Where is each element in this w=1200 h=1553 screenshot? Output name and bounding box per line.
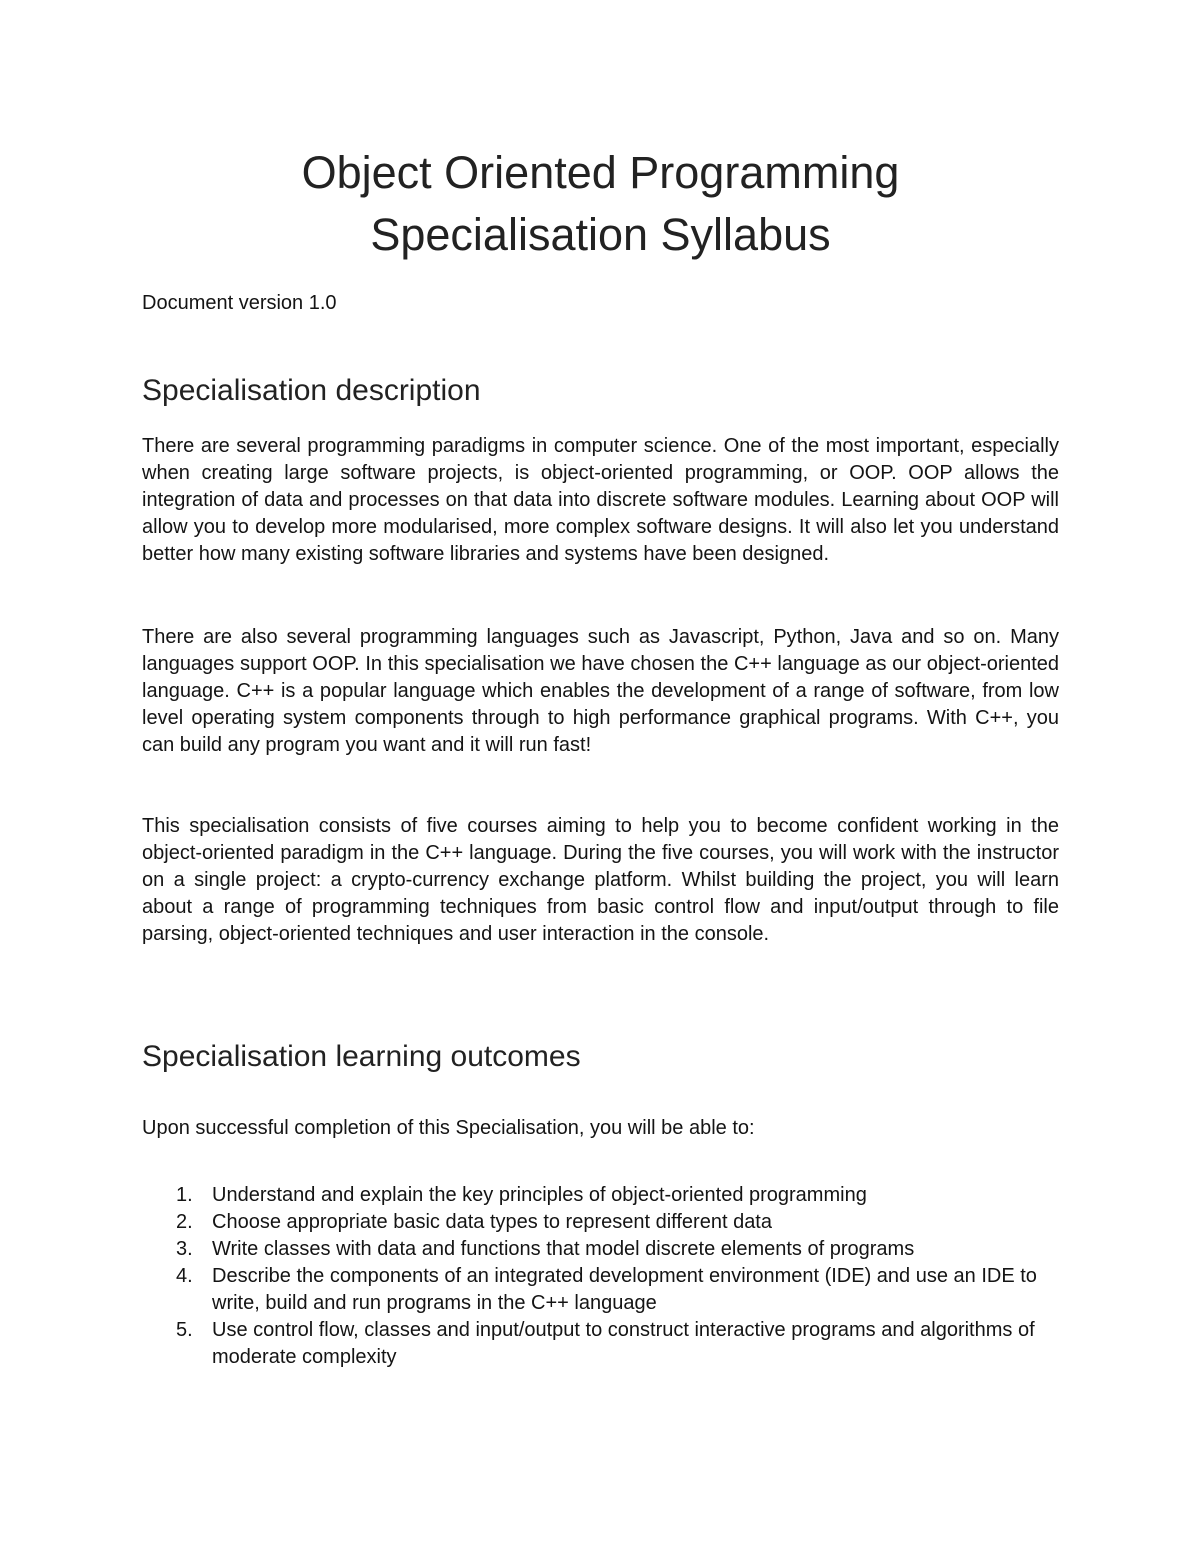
- list-item-text: Understand and explain the key principles of object-oriented programming: [212, 1184, 867, 1206]
- list-item-number: 3.: [176, 1238, 193, 1260]
- outcomes-intro: Upon successful completion of this Specialisation, you will be able to:: [142, 1117, 755, 1139]
- list-item-text: Describe the components of an integrated development environment (IDE) and use an IDE to write, build and run programs in the C++ language: [212, 1265, 1037, 1314]
- list-item-text: Choose appropriate basic data types to represent different data: [212, 1211, 772, 1233]
- list-item: [142, 1236, 1059, 1263]
- list-item-number: 1.: [176, 1184, 193, 1206]
- list-item-number: 5.: [176, 1319, 193, 1341]
- list-item: [142, 1182, 1059, 1209]
- list-item-number: 2.: [176, 1211, 193, 1233]
- list-item: [142, 1263, 1059, 1317]
- section-heading-outcomes: Specialisation learning outcomes: [142, 1040, 581, 1073]
- outcomes-list: [142, 1182, 1059, 1371]
- title-line-1: Object Oriented Programming: [301, 147, 900, 198]
- list-item-number: 4.: [176, 1265, 193, 1287]
- list-item: [142, 1317, 1059, 1371]
- section-heading-description: Specialisation description: [142, 374, 481, 407]
- list-item-text: Write classes with data and functions that model discrete elements of programs: [212, 1238, 915, 1260]
- title-line-2: Specialisation Syllabus: [370, 209, 831, 260]
- list-item: [142, 1209, 1059, 1236]
- document-version: Document version 1.0: [142, 292, 337, 314]
- description-paragraph: There are also several programming languages such as Javascript, Python, Java and so on. Many languages support OOP. In this specialisation we have chosen the C++ language as our object-oriented language. C++ is a popular language which enables the development of a range of software, from low level operating system components through to high performance graphical programs. With C++, you can build any program you want and it will run fast!: [142, 626, 1059, 756]
- description-paragraph: There are several programming paradigms in computer science. One of the most important, especially when creating large software projects, is object-oriented programming, or OOP. OOP allows the integration of data and processes on that data into discrete software modules. Learning about OOP will allow you to develop more modularised, more complex software designs. It will also let you understand better how many existing software libraries and systems have been designed.: [142, 435, 1059, 565]
- list-item-text: Use control flow, classes and input/output to construct interactive programs and algorithms of moderate complexity: [212, 1319, 1035, 1368]
- page-title: [142, 142, 1059, 266]
- description-paragraph: This specialisation consists of five courses aiming to help you to become confident working in the object-oriented paradigm in the C++ language. During the five courses, you will work with the instructor on a single project: a crypto-currency exchange platform. Whilst building the project, you will learn about a range of programming techniques from basic control flow and input/output through to file parsing, object-oriented techniques and user interaction in the console.: [142, 815, 1059, 945]
